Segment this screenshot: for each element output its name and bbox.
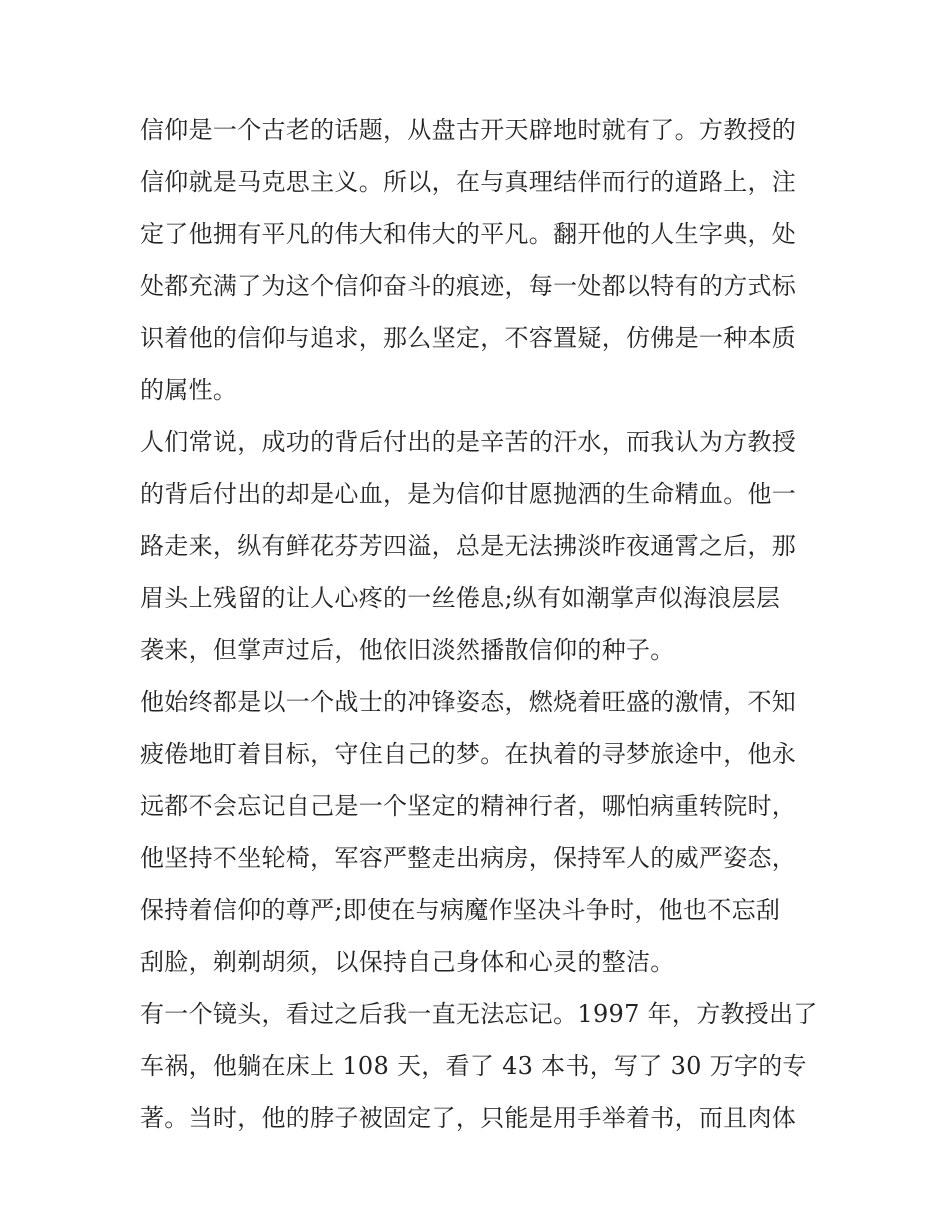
text-line: 路走来，纵有鲜花芬芳四溢，总是无法拂淡昨夜通霄之后，那 (140, 532, 797, 560)
text-line: 他坚持不坐轮椅，军容严整走出病房，保持军人的威严姿态， (140, 844, 797, 872)
paragraph-1 (140, 106, 815, 418)
text-line: 有一个镜头，看过之后我一直无法忘记。1997 年，方教授出了 (140, 1000, 818, 1028)
text-line: 著。当时，他的脖子被固定了，只能是用手举着书，而且肉体 (140, 1104, 797, 1132)
text-line: 信仰就是马克思主义。所以，在与真理结伴而行的道路上，注 (140, 168, 797, 196)
text-line: 定了他拥有平凡的伟大和伟大的平凡。翻开他的人生字典，处 (140, 220, 797, 248)
document-body (140, 106, 818, 1146)
paragraph-4 (140, 990, 818, 1146)
text-line: 他始终都是以一个战士的冲锋姿态，燃烧着旺盛的激情，不知 (140, 688, 797, 716)
text-line: 信仰是一个古老的话题，从盘古开天辟地时就有了。方教授的 (140, 116, 797, 144)
paragraph-3 (140, 678, 815, 990)
text-line: 的背后付出的却是心血，是为信仰甘愿抛洒的生命精血。他一 (140, 480, 797, 508)
text-line: 识着他的信仰与追求，那么坚定，不容置疑，仿佛是一种本质 (140, 324, 797, 352)
text-line: 疲倦地盯着目标，守住自己的梦。在执着的寻梦旅途中，他永 (140, 740, 797, 768)
paragraph-2 (140, 418, 815, 678)
text-line: 人们常说，成功的背后付出的是辛苦的汗水，而我认为方教授 (140, 428, 797, 456)
text-line: 远都不会忘记自己是一个坚定的精神行者，哪怕病重转院时， (140, 792, 797, 820)
text-line: 车祸，他躺在床上 108 天，看了 43 本书，写了 30 万字的专 (140, 1052, 807, 1080)
text-line: 刮脸，剃剃胡须，以保持自己身体和心灵的整洁。 (140, 948, 675, 976)
text-line: 保持着信仰的尊严;即使在与病魔作坚决斗争时，他也不忘刮 (140, 896, 781, 924)
text-line: 袭来，但掌声过后，他依旧淡然播散信仰的种子。 (140, 636, 675, 664)
text-line: 处都充满了为这个信仰奋斗的痕迹，每一处都以特有的方式标 (140, 272, 797, 300)
text-line: 的属性。 (140, 376, 238, 404)
text-line: 眉头上残留的让人心疼的一丝倦息;纵有如潮掌声似海浪层层 (140, 584, 781, 612)
